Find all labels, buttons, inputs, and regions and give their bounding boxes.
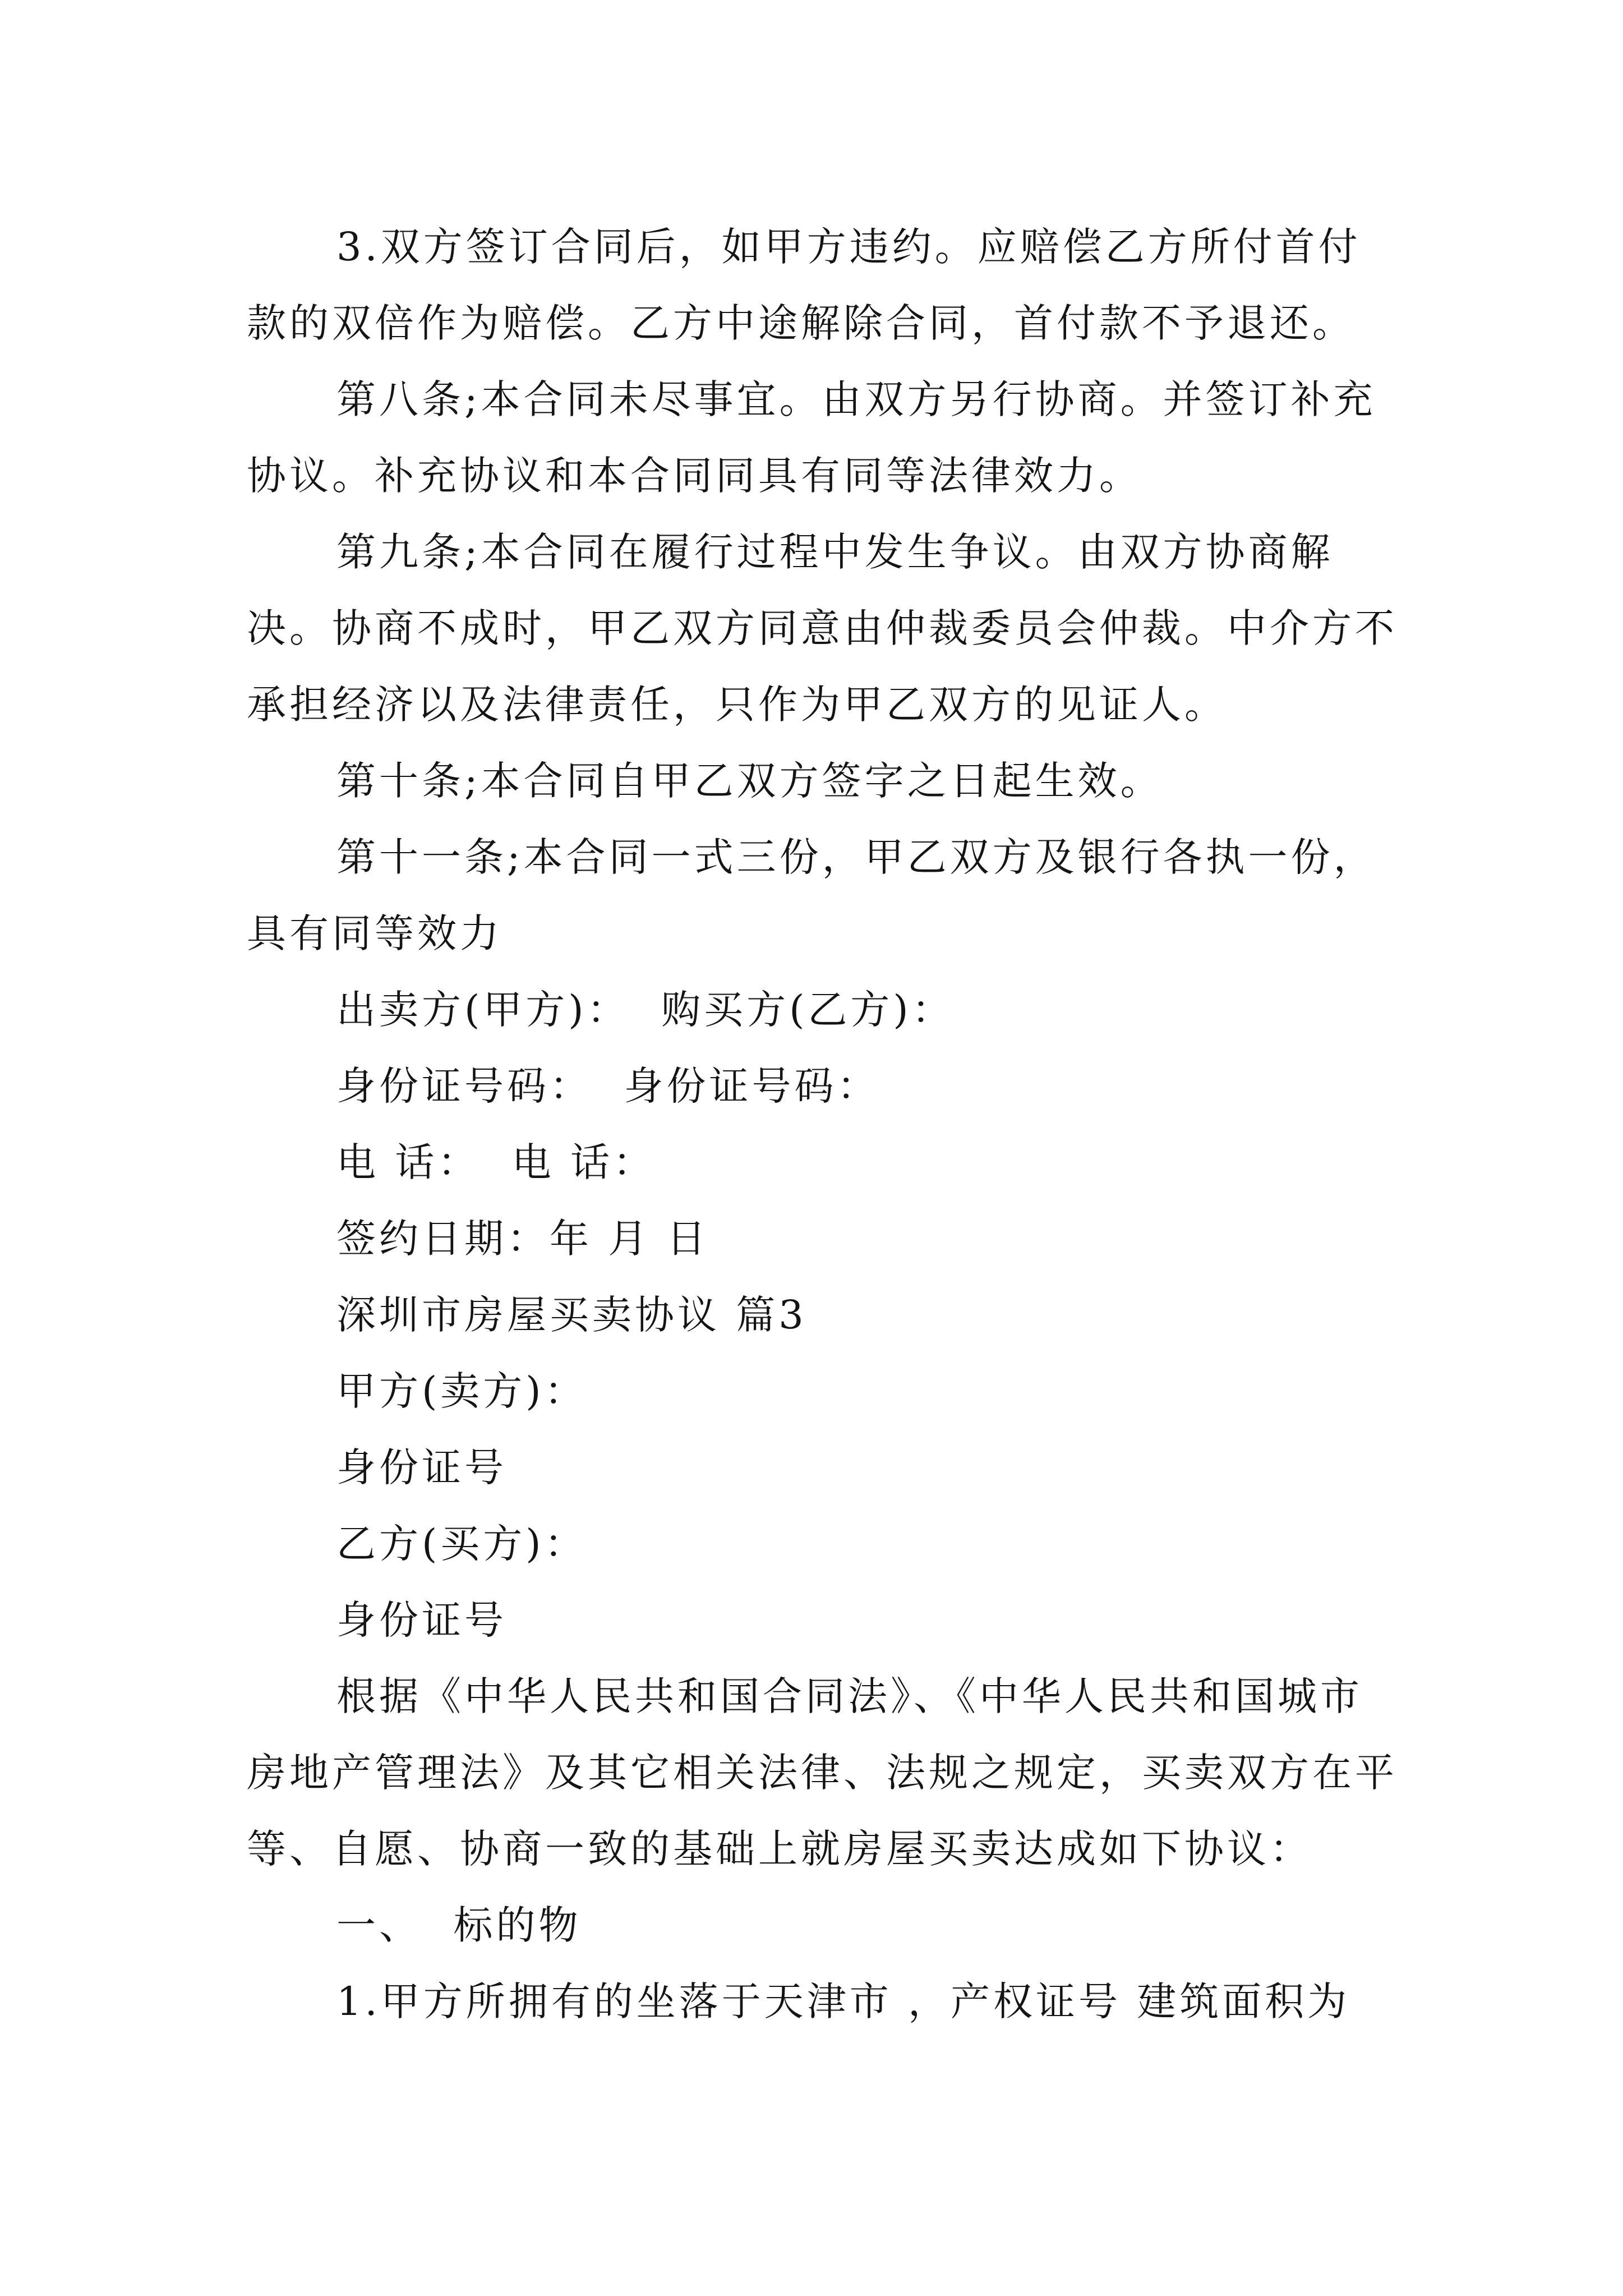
party-a-id-label: 身份证号: [336, 1444, 507, 1490]
signature-phones: 电 话： 电 话：: [336, 1139, 656, 1185]
paragraph-article-9: 第九条;本合同在履行过程中发生争议。由双方协商解决。协商不成时，甲乙双方同意由仲裁委员会仲裁。中介方不承担经济以及法律责任，只作为甲乙双方的见证人。: [247, 529, 1398, 728]
paragraph-property-description: 1.甲方所拥有的坐落于天津市 ，产权证号 建筑面积为: [336, 1978, 1350, 2024]
signature-seller-buyer: 出卖方(甲方)： 购买方(乙方)：: [336, 987, 955, 1033]
paragraph-article-11: 第十一条;本合同一式三份，甲乙双方及银行各执一份，具有同等效力: [247, 834, 1376, 956]
party-b-id-label: 身份证号: [336, 1597, 507, 1643]
signature-date: 签约日期：年 月 日: [336, 1216, 709, 1262]
clause-heading-subject: 一、 标的物: [336, 1902, 582, 1948]
paragraph-preamble: 根据《中华人民共和国合同法》、《中华人民共和国城市房地产管理法》及其它相关法律、法规之规定，买卖双方在平等、自愿、协商一致的基础上就房屋买卖达成如下协议：: [247, 1673, 1398, 1872]
paragraph-article-10: 第十条;本合同自甲乙双方签字之日起生效。: [336, 758, 1163, 804]
document-body: [247, 209, 1402, 2040]
section-heading: 深圳市房屋买卖协议 篇3: [336, 1292, 807, 1338]
signature-id-numbers: 身份证号码： 身份证号码：: [336, 1063, 880, 1109]
paragraph-article-8: 第八条;本合同未尽事宜。由双方另行协商。并签订补充协议。补充协议和本合同同具有同等法律效力。: [247, 376, 1376, 499]
party-b-label: 乙方(买方)：: [336, 1521, 587, 1567]
party-a-label: 甲方(卖方)：: [336, 1368, 587, 1414]
paragraph-breach-clause: 3.双方签订合同后，如甲方违约。应赔偿乙方所付首付款的双倍作为赔偿。乙方中途解除合同，首付款不予退还。: [247, 224, 1361, 346]
